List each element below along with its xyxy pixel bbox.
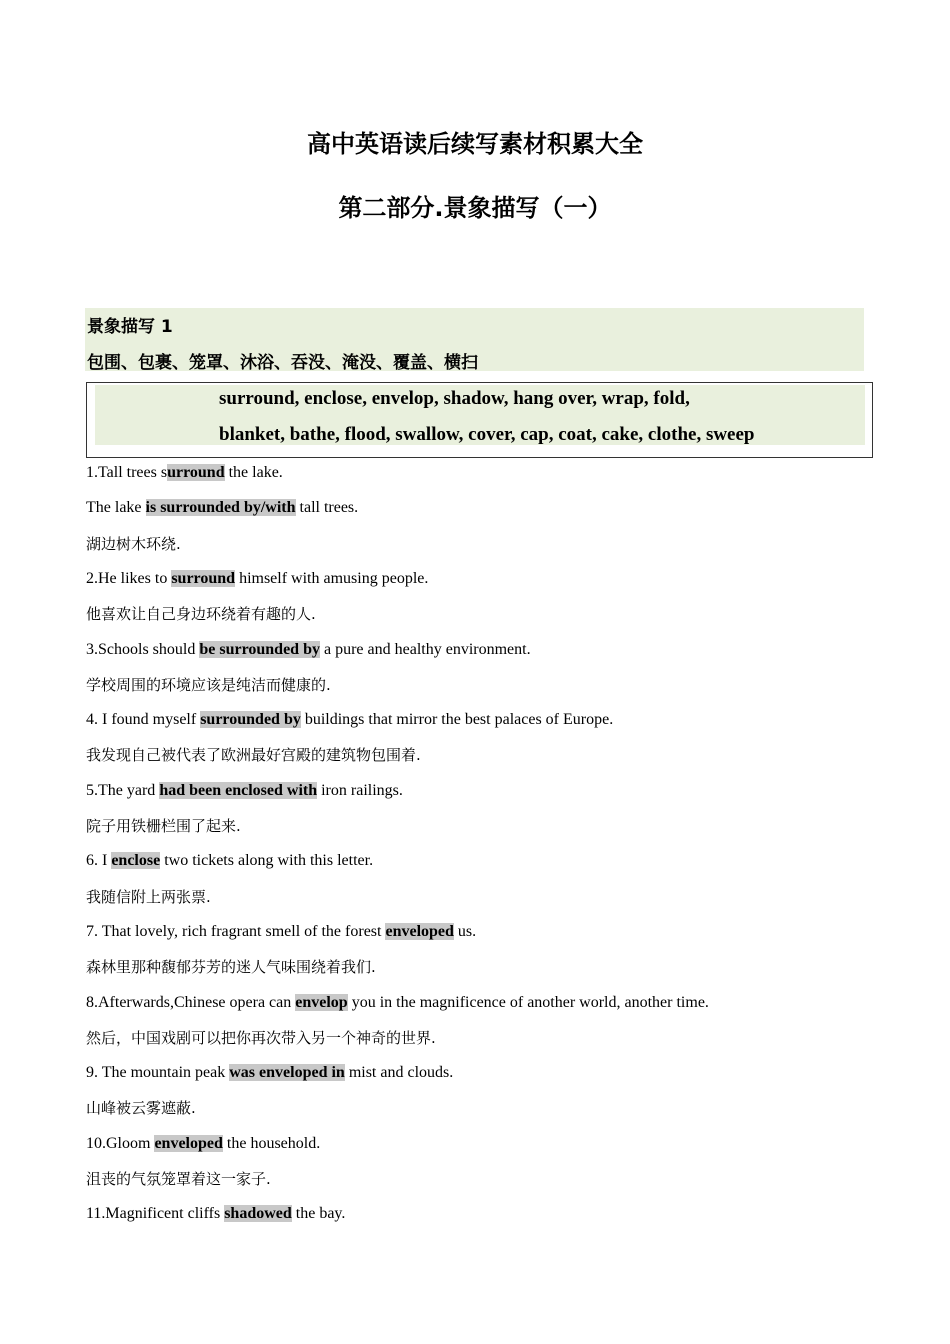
sentence-text: 6. I bbox=[86, 852, 112, 870]
highlighted-phrase: surround bbox=[171, 569, 236, 587]
example-line bbox=[86, 1204, 345, 1224]
highlighted-phrase: shadowed bbox=[224, 1205, 292, 1223]
vocabulary-line: surround, enclose, envelop, shadow, hang over, wrap, fold, bbox=[219, 388, 690, 409]
example-line bbox=[86, 922, 476, 942]
translation-line: 湖边树木环绕. bbox=[86, 534, 181, 553]
sentence-text: 10.Gloom bbox=[86, 1134, 155, 1152]
sentence-text: 5.The yard bbox=[86, 781, 160, 799]
section-keywords: 包围、包裹、笼罩、沐浴、吞没、淹没、覆盖、横扫 bbox=[87, 353, 478, 373]
example-line bbox=[86, 1063, 453, 1083]
highlighted-phrase: urround bbox=[167, 464, 225, 481]
sentence-text: a pure and healthy environment. bbox=[319, 640, 531, 658]
highlighted-phrase: enveloped bbox=[154, 1134, 223, 1152]
vocabulary-box-fill bbox=[95, 385, 865, 445]
section-heading: 景象描写 1 bbox=[87, 317, 173, 337]
highlighted-phrase: enclose bbox=[111, 852, 161, 870]
example-line bbox=[86, 498, 358, 518]
highlighted-phrase: envelop bbox=[295, 993, 348, 1011]
translation-line: 院子用铁栅栏围了起来. bbox=[86, 817, 241, 835]
sentence-text: us. bbox=[453, 922, 477, 940]
sentence-text: 11.Magnificent cliffs bbox=[86, 1205, 225, 1223]
sentence-text: 4. I found myself bbox=[86, 711, 201, 729]
document-subtitle: 第二部分.景象描写（一） bbox=[338, 194, 612, 222]
sentence-text: the household. bbox=[222, 1134, 321, 1152]
translation-line: 他喜欢让自己身边环绕着有趣的人. bbox=[86, 605, 316, 624]
translation-line: 山峰被云雾遮蔽. bbox=[86, 1099, 196, 1118]
example-line bbox=[86, 569, 428, 589]
highlighted-phrase: be surrounded by bbox=[199, 640, 320, 658]
translation-line: 我随信附上两张票. bbox=[86, 887, 211, 906]
sentence-text: 8.Afterwards,Chinese opera can bbox=[86, 993, 296, 1011]
sentence-text: 9. The mountain peak bbox=[86, 1064, 230, 1082]
sentence-text: mist and clouds. bbox=[344, 1064, 454, 1082]
translation-line: 然后，中国戏剧可以把你再次带入另一个神奇的世界. bbox=[86, 1028, 436, 1047]
sentence-text: you in the magnificence of another world, another time. bbox=[347, 993, 709, 1011]
translation-line: 学校周围的环境应该是纯洁而健康的. bbox=[86, 675, 331, 694]
translation-line: 森林里那种馥郁芬芳的迷人气味围绕着我们. bbox=[86, 958, 376, 977]
sentence-text: The lake bbox=[86, 499, 146, 517]
translation-line: 沮丧的气氛笼罩着这一家子. bbox=[86, 1170, 271, 1188]
sentence-text: buildings that mirror the best palaces of Europe. bbox=[300, 711, 614, 729]
sentence-text: 1.Tall trees s bbox=[86, 464, 168, 481]
vocabulary-box bbox=[86, 382, 873, 458]
highlighted-phrase: enveloped bbox=[385, 922, 454, 940]
sentence-text: the lake. bbox=[224, 464, 283, 481]
document-title: 高中英语读后续写素材积累大全 bbox=[307, 130, 643, 158]
example-line bbox=[86, 851, 373, 871]
sentence-text: 2.He likes to bbox=[86, 569, 172, 587]
example-line bbox=[86, 463, 283, 483]
example-line bbox=[86, 640, 531, 660]
vocabulary-line: blanket, bathe, flood, swallow, cover, cap, coat, cake, clothe, sweep bbox=[219, 424, 755, 445]
highlighted-phrase: surrounded by bbox=[200, 711, 301, 729]
sentence-text: the bay. bbox=[291, 1205, 346, 1223]
sentence-text: two tickets along with this letter. bbox=[160, 852, 374, 870]
example-line bbox=[86, 1134, 320, 1154]
sentence-text: iron railings. bbox=[317, 781, 403, 799]
translation-line: 我发现自己被代表了欧洲最好宫殿的建筑物包围着. bbox=[86, 746, 421, 765]
highlighted-phrase: had been enclosed with bbox=[159, 781, 318, 799]
sentence-text: tall trees. bbox=[295, 499, 359, 517]
sentence-text: himself with amusing people. bbox=[235, 569, 429, 587]
sentence-text: 3.Schools should bbox=[86, 640, 200, 658]
highlighted-phrase: is surrounded by/with bbox=[145, 499, 296, 517]
example-line bbox=[86, 710, 613, 730]
highlighted-phrase: was enveloped in bbox=[229, 1064, 345, 1082]
example-line bbox=[86, 993, 709, 1013]
sentence-text: 7. That lovely, rich fragrant smell of the forest bbox=[86, 922, 386, 940]
section-header bbox=[85, 308, 864, 371]
example-line bbox=[86, 781, 403, 801]
